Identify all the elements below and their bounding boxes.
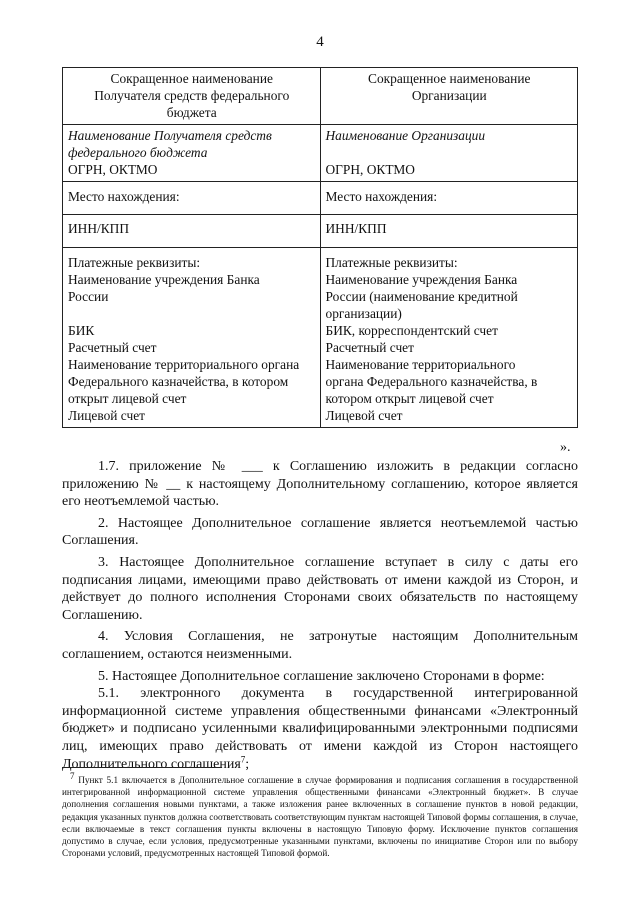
paragraph-5-1-text: 5.1. электронного документа в государственной интегрированной информационной системе управления общественными финансами «Электронный бюджет» и подписано усиленными квалифицированными электронными подписями лиц, имеющих право действовать от имени каждой из Сторон настоящего Дополнительного соглашения xyxy=(62,686,578,772)
payment-left-line: России xyxy=(68,289,109,304)
location-left-cell: Место нахождения: xyxy=(63,182,321,215)
payment-left-line: Наименование территориального органа xyxy=(68,357,300,372)
payment-left-line: Платежные реквизиты: xyxy=(68,255,201,270)
page-number: 4 xyxy=(316,34,324,50)
table-row-location xyxy=(63,182,578,215)
footnote-reference[interactable]: 7 xyxy=(240,753,246,764)
footnote-divider xyxy=(62,767,222,768)
table-header-row xyxy=(63,68,578,125)
header-left-line: бюджета xyxy=(166,105,217,120)
header-right-line: Организации xyxy=(411,88,487,103)
paragraph-5-1 xyxy=(62,685,578,773)
payment-right-cell xyxy=(320,248,578,428)
footnote-text: Пункт 5.1 включается в Дополнительное соглашение в случае формирования и подписания соглашения в государственной интегрированной информационной системе управления общественными финансами «Электронный бюджет». В случае дополнения соглашения новыми пунктами, а также изложения ранее включенных в соглашение пунктов в новой редакции, редакция указанных пунктов должна соответствовать соответствующим пунктам настоящей Типовой формы соглашения, в случае, если включаемые в текст соглашения пункты включены в настоящую Типовую форму. Исключение пунктов соглашения допустимо в случае, если условия, предусмотренные указанными пунктами, включены по инициативе Сторон или по выбору Сторонами условий, предусмотренных настоящей Типовой формой. xyxy=(62,775,578,859)
header-left-line: Сокращенное наименование xyxy=(110,71,273,86)
payment-right-line: Наименование территориального xyxy=(325,357,516,372)
recipient-ogrn-label: ОГРН, ОКТМО xyxy=(68,162,158,177)
organization-ogrn-label: ОГРН, ОКТМО xyxy=(325,162,415,177)
footnote xyxy=(62,770,578,859)
paragraph-5-1-end: ; xyxy=(245,756,250,772)
payment-left-line: открыт лицевой счет xyxy=(68,391,187,406)
payment-right-line: Лицевой счет xyxy=(325,408,403,423)
header-right-cell xyxy=(320,68,578,125)
payment-right-line: органа Федерального казначейства, в xyxy=(325,374,538,389)
recipient-name-label: федерального бюджета xyxy=(68,145,208,160)
header-left-line: Получателя средств федерального xyxy=(94,88,290,103)
payment-right-line: БИК, корреспондентский счет xyxy=(325,323,498,338)
payment-left-cell xyxy=(63,248,321,428)
payment-right-line: котором открыт лицевой счет xyxy=(325,391,494,406)
requisites-table xyxy=(62,67,578,428)
inn-right-cell: ИНН/КПП xyxy=(320,215,578,248)
table-row-payment xyxy=(63,248,578,428)
document-body xyxy=(62,458,578,773)
paragraph-1-7: 1.7. приложение № ___ к Соглашению изложить в редакции согласно приложению № __ к настоящему Дополнительному соглашению, которое является его неотъемлемой частью. xyxy=(62,459,578,510)
payment-right-line: России (наименование кредитной xyxy=(325,289,518,304)
paragraph-5: 5. Настоящее Дополнительное соглашение заключено Сторонами в форме: xyxy=(98,668,545,684)
payment-left-line: Наименование учреждения Банка xyxy=(68,272,260,287)
payment-left-line: БИК xyxy=(68,323,95,338)
name-right-cell xyxy=(320,125,578,182)
table-row-inn xyxy=(63,215,578,248)
name-left-cell xyxy=(63,125,321,182)
payment-right-line: организации) xyxy=(325,306,402,321)
header-left-cell xyxy=(63,68,321,125)
organization-name-label: Наименование Организации xyxy=(325,128,486,143)
inn-left-cell: ИНН/КПП xyxy=(63,215,321,248)
payment-right-line: Наименование учреждения Банка xyxy=(325,272,518,287)
closing-quote: ». xyxy=(560,440,571,455)
payment-left-line: Лицевой счет xyxy=(68,408,146,423)
table-row-name xyxy=(63,125,578,182)
header-right-line: Сокращенное наименование xyxy=(368,71,531,86)
payment-left-line: Расчетный счет xyxy=(68,340,157,355)
paragraph-2: 2. Настоящее Дополнительное соглашение является неотъемлемой частью Соглашения. xyxy=(62,515,578,549)
footnote-marker: 7 xyxy=(70,770,75,781)
location-right-cell: Место нахождения: xyxy=(320,182,578,215)
payment-left-line: Федерального казначейства, в котором xyxy=(68,374,289,389)
recipient-name-label: Наименование Получателя средств xyxy=(68,128,272,143)
paragraph-3: 3. Настоящее Дополнительное соглашение вступает в силу с даты его подписания лицами, имеющими право действовать от имени каждой из Сторон, и действует до полного исполнения Сторонами своих обязательств по настоящему Соглашению. xyxy=(62,554,578,623)
payment-right-line: Платежные реквизиты: xyxy=(325,255,458,270)
paragraph-4: 4. Условия Соглашения, не затронутые настоящим Дополнительным соглашением, остаются неизменными. xyxy=(62,629,578,662)
payment-right-line: Расчетный счет xyxy=(325,340,414,355)
